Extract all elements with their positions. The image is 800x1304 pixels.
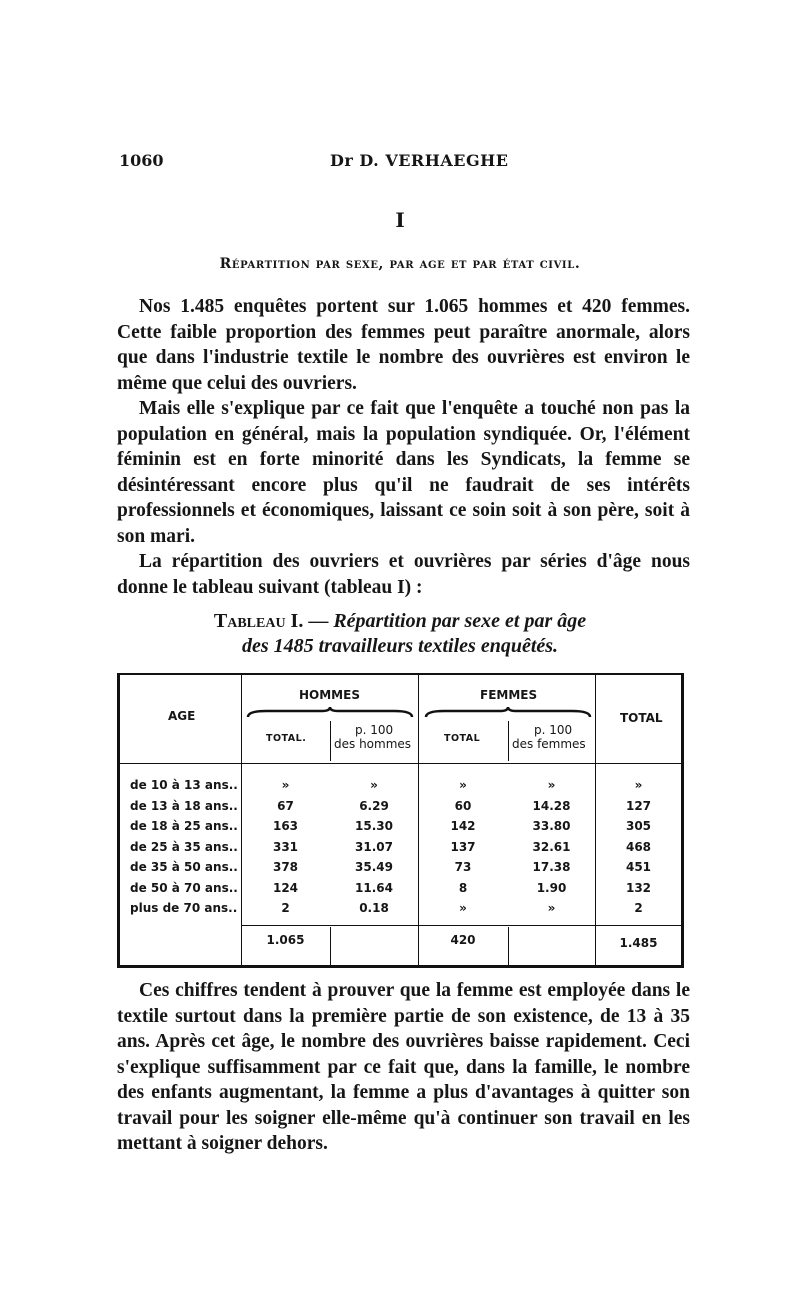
table-cell-total: 451 xyxy=(625,860,652,874)
paragraph: Ces chiffres tendent à prouver que la femme est employée dans le textile surtout dans la première partie de son existence, de 13 à 35 ans. Après cet âge, le nombre des ouvrières baisse rapidement. Ceci s'explique suffisamment par ce fait que, dans la famille, le nombre des enfants augmentant, la femme a plus d'avantages à quitter son travail pour les soigner elle-même qu'à continuer son travail en les mettant à soigner dehors. xyxy=(117,980,690,1154)
hommes-brace xyxy=(246,707,414,719)
total-femmes: 420 xyxy=(450,933,476,947)
paragraph: La répartition des ouvriers et ouvrières par séries d'âge nous donne le tableau suivant (tableau I) : xyxy=(117,551,690,598)
table-cell-total: 305 xyxy=(625,819,652,833)
table-cell-age: plus de 70 ans.. xyxy=(130,901,238,915)
total-grand: 1.485 xyxy=(619,936,658,950)
table-cell-f-total: 137 xyxy=(450,839,476,854)
subcol-divider xyxy=(330,927,331,965)
table-cell-h-pct: 15.30 xyxy=(355,819,393,833)
table-cell-h-pct: 31.07 xyxy=(355,839,393,854)
femmes-pct-subheader-2: des femmes xyxy=(512,737,586,751)
femmes-header: FEMMES xyxy=(480,688,538,702)
table-cell-age: de 50 à 70 ans.. xyxy=(130,880,238,895)
subcol-divider xyxy=(508,927,509,965)
table-caption xyxy=(0,609,800,659)
table-label: Tableau I. xyxy=(213,610,304,632)
table-cell-total: 127 xyxy=(625,798,652,813)
intro-text xyxy=(117,294,690,600)
caption-line-2: des 1485 travailleurs textiles enquêtés. xyxy=(241,635,559,657)
table-cell-age: de 10 à 13 ans.. xyxy=(130,778,238,792)
table-cell-h-total: 331 xyxy=(272,839,299,854)
femmes-brace xyxy=(424,707,592,719)
data-table xyxy=(117,673,684,968)
table-cell-h-total: » xyxy=(281,778,290,792)
total-hommes: 1.065 xyxy=(266,933,305,947)
table-cell-h-pct: 11.64 xyxy=(355,880,393,895)
paragraph: Mais elle s'explique par ce fait que l'enquête a touché non pas la population en général, mais la population syndiquée. Or, l'élément féminin est en forte minorité dans les Syndicats, la femme se désintéressant encore plus qu'il ne faudrait de ses intérêts professionnels et économiques, laissant ce soin soit à son père, soit à son mari. xyxy=(117,398,690,547)
table-cell-total: 468 xyxy=(625,839,652,854)
caption-dash: — xyxy=(303,610,334,632)
header-rule xyxy=(120,763,682,764)
section-number: I xyxy=(395,208,405,232)
hommes-pct-subheader-2: des hommes xyxy=(334,737,412,751)
caption-line-1: Répartition par sexe et par âge xyxy=(333,610,587,632)
table-cell-total: 2 xyxy=(634,901,643,915)
conclusion-text xyxy=(117,978,690,1157)
table-cell-f-total: 142 xyxy=(450,819,476,833)
femmes-total-subheader: TOTAL xyxy=(444,733,481,744)
table-cell-f-pct: » xyxy=(547,901,556,915)
table-cell-f-pct: 17.38 xyxy=(532,860,571,874)
table-cell-age: de 35 à 50 ans.. xyxy=(130,860,238,874)
table-cell-h-total: 163 xyxy=(272,819,299,833)
table-cell-h-pct: 35.49 xyxy=(355,860,393,874)
table-cell-f-total: 73 xyxy=(454,860,472,874)
subcol-divider xyxy=(508,721,509,761)
total-header: TOTAL xyxy=(620,711,663,725)
table-cell-h-total: 124 xyxy=(272,880,299,895)
table-cell-f-pct: 1.90 xyxy=(536,880,567,895)
hommes-total-subheader: TOTAL. xyxy=(266,733,307,744)
table-cell-h-pct: 0.18 xyxy=(359,901,389,915)
table-cell-f-total: 60 xyxy=(454,798,472,813)
table-cell-age: de 13 à 18 ans.. xyxy=(130,798,238,813)
table-cell-h-total: 2 xyxy=(281,901,290,915)
total-rule xyxy=(241,925,682,926)
section-title: Répartition par sexe, par age et par état civil. xyxy=(219,256,581,272)
table-cell-h-total: 67 xyxy=(277,798,294,813)
table-cell-f-total: » xyxy=(459,778,467,792)
hommes-pct-subheader-1: p. 100 xyxy=(355,723,394,737)
page-number: 1060 xyxy=(119,151,164,170)
running-head: Dr D. VERHAEGHE xyxy=(330,151,509,170)
table-cell-h-total: 378 xyxy=(272,860,299,874)
subcol-divider xyxy=(330,721,331,761)
table-cell-f-total: » xyxy=(459,901,467,915)
table-cell-f-pct: 32.61 xyxy=(532,839,571,854)
table-cell-age: de 18 à 25 ans.. xyxy=(130,819,238,833)
table-cell-f-pct: » xyxy=(547,778,556,792)
table-cell-h-pct: » xyxy=(370,778,378,792)
table-cell-total: 132 xyxy=(625,880,652,895)
table-cell-age: de 25 à 35 ans.. xyxy=(130,839,238,854)
age-header: AGE xyxy=(168,709,196,723)
table-cell-h-pct: 6.29 xyxy=(359,798,389,813)
hommes-header: HOMMES xyxy=(299,688,360,702)
femmes-pct-subheader-1: p. 100 xyxy=(534,723,573,737)
table-cell-f-total: 8 xyxy=(458,880,468,895)
table-cell-f-pct: 14.28 xyxy=(532,798,571,813)
paragraph: Nos 1.485 enquêtes portent sur 1.065 hommes et 420 femmes. Cette faible proportion des femmes peut paraître anormale, alors que dans l'industrie textile le nombre des ouvrières est environ le même que celui des ouvriers. xyxy=(117,296,690,394)
table-cell-f-pct: 33.80 xyxy=(532,819,571,833)
table-cell-total: » xyxy=(634,778,643,792)
